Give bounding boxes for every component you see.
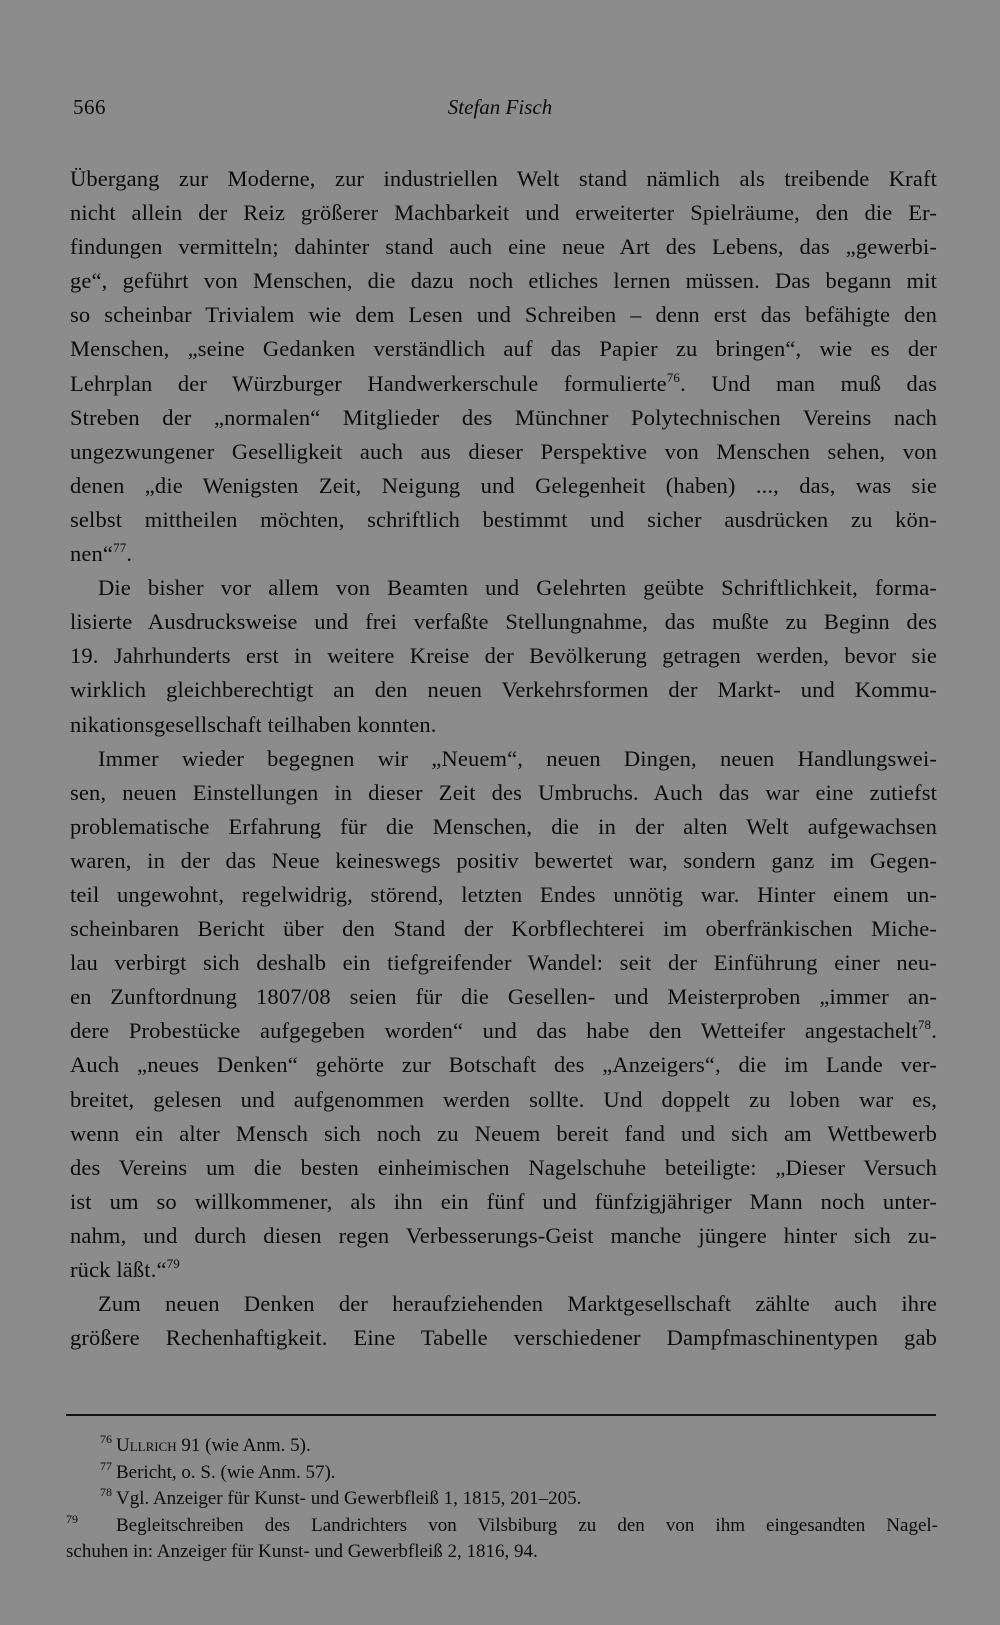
text-line: nahm, und durch diesen regen Verbesserungs-Geist manche jüngere hinter sich zu- [70,1222,937,1248]
text-fragment: rück läßt.“ [70,1257,167,1282]
text-line: teil ungewohnt, regelwidrig, störend, letzten Endes unnötig war. Hinter einem un- [70,881,937,907]
text-line: lau verbirgt sich deshalb ein tiefgreifender Wandel: seit der Einführung einer neu- [70,950,937,976]
text-line: nikationsgesellschaft teilhaben konnten. [70,711,437,737]
text-line: Streben der „normalen“ Mitglieder des Münchner Polytechnischen Vereins nach [70,404,937,430]
text-line: Immer wieder begegnen wir „Neuem“, neuen Dingen, neuen Handlungswei- [98,745,937,771]
footnote-author: Ullrich [116,1435,177,1456]
text-line: findungen vermitteln; dahinter stand auch eine neue Art des Lebens, das „gewerbi- [70,234,937,260]
text-line [70,367,937,401]
text-line: größere Rechenhaftigkeit. Eine Tabelle verschiedener Dampfmaschinentypen gab [70,1325,937,1351]
text-line: wenn ein alter Mensch sich noch zu Neuem bereit fand und sich am Wettbewerb [70,1120,937,1146]
text-line: breitet, gelesen und aufgenommen werden sollte. Und doppelt zu loben war es, [70,1086,937,1112]
text-line: denen „die Wenigsten Zeit, Neigung und Gelegenheit (haben) ..., das, was sie [70,472,937,498]
text-fragment: dere Probestücke aufgegeben worden“ und das habe den Wetteifer angestachelt [70,1018,918,1044]
text-fragment: nen“ [70,541,114,567]
text-line: des Vereins um die besten einheimischen Nagelschuhe beteiligte: „Dieser Versuch [70,1154,937,1180]
footnote-77: 77 Bericht, o. S. (wie Anm. 57). [100,1458,336,1483]
footnote-ref-77[interactable]: 77 [113,540,127,556]
footnote-ref-79[interactable]: 79 [166,1256,180,1271]
footnote-79: 79 Begleitschreiben des Landrichters von Vilsbiburg zu den von ihm eingesandten Nagel- [66,1511,938,1536]
text-line [70,537,937,571]
footnote-ref-76[interactable]: 76 [666,369,681,385]
text-line: ge“, geführt von Menschen, die dazu noch etliches lernen müssen. Das begann mit [70,268,937,294]
page-number: 566 [73,95,106,119]
running-head: Stefan Fisch [447,95,553,119]
text-line: sen, neuen Einstellungen in dieser Zeit des Umbruchs. Auch das war eine zutiefst [70,779,937,805]
text-line: wirklich gleichberechtigt an den neuen Verkehrsformen der Markt- und Kommu- [70,677,937,703]
footnote-text: 91 (wie Anm. 5). [176,1435,311,1456]
text-line: nicht allein der Reiz größerer Machbarkeit und erweiterter Spielräume, den die Er- [70,200,937,226]
text-fragment: Lehrplan der Würzburger Handwerkerschule formulierte [70,370,667,396]
text-line [70,1014,937,1048]
footnote-ref-78[interactable]: 78 [917,1017,932,1033]
text-line: ungezwungener Geselligkeit auch aus dieser Perspektive von Menschen sehen, von [70,438,937,464]
text-line: 19. Jahrhunderts erst in weitere Kreise der Bevölkerung getragen werden, bevor sie [70,643,937,669]
text-line: ist um so willkommener, als ihn ein fünf und fünfzigjähriger Mann noch unter- [70,1188,937,1214]
text-line: Die bisher vor allem von Beamten und Gelehrten geübte Schriftlichkeit, forma- [98,575,937,601]
text-line: waren, in der das Neue keineswegs positiv bewertet war, sondern ganz im Gegen- [70,847,937,873]
footnote-76: 76 Ullrich 91 (wie Anm. 5). [100,1432,311,1456]
main-text [70,162,937,1355]
text-line: lisierte Ausdrucksweise und frei verfaßte Stellungnahme, das mußte zu Beginn des [70,609,937,635]
text-fragment: . [931,1018,937,1044]
text-line: Auch „neues Denken“ gehörte zur Botschaft des „Anzeigers“, die im Lande ver- [70,1052,937,1078]
footnote-text: Vgl. Anzeiger für Kunst- und Gewerbfleiß 1, 1815, 201–205. [116,1488,582,1509]
text-line: Menschen, „seine Gedanken verständlich auf das Papier zu bringen“, wie es der [70,336,937,362]
text-fragment: . [126,541,133,567]
footnote-text: Begleitschreiben des Landrichters von Vilsbiburg zu den von ihm eingesandten Nagel- [116,1514,938,1536]
footnote-78: 78 Vgl. Anzeiger für Kunst- und Gewerbfleiß 1, 1815, 201–205. [100,1485,582,1509]
text-line: en Zunftordnung 1807/08 seien für die Gesellen- und Meisterproben „immer an- [70,984,937,1010]
text-line: selbst mittheilen möchten, schriftlich bestimmt und sicher ausdrücken zu kön- [70,506,937,532]
text-line: problematische Erfahrung für die Menschen, die in der alten Welt aufgewachsen [70,813,937,839]
text-line: scheinbaren Bericht über den Stand der Korbflechterei im oberfränkischen Miche- [70,916,937,942]
text-line [70,1253,937,1287]
text-line: Übergang zur Moderne, zur industriellen Welt stand nämlich als treibende Kraft [70,166,937,191]
text-line: Zum neuen Denken der heraufziehenden Marktgesellschaft zählte auch ihre [98,1291,937,1317]
footnote-79-continuation: schuhen in: Anzeiger für Kunst- und Gewerbfleiß 2, 1816, 94. [66,1541,538,1562]
text-line: so scheinbar Trivialem wie dem Lesen und Schreiben – denn erst das befähigte den [70,302,937,328]
footnote-separator [66,1414,936,1416]
footnotes [66,1433,938,1566]
footnote-text: Bericht, o. S. (wie Anm. 57). [116,1461,336,1483]
text-fragment: . Und man muß das [680,370,937,396]
